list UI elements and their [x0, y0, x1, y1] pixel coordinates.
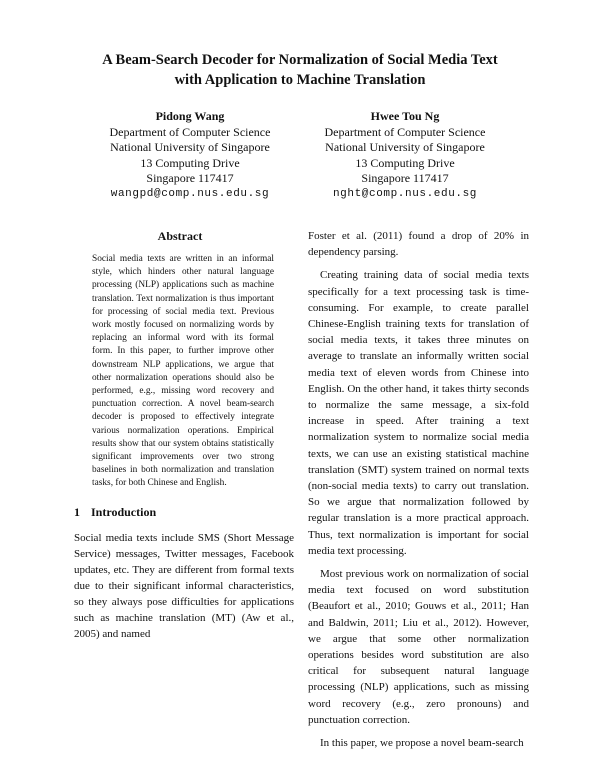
author-university: National University of Singapore	[110, 140, 270, 154]
paragraph: Creating training data of social media texts specifically for a text processing task is time-consuming. For example, to create parallel Chinese-English training texts for translation of social media texts, it takes three minutes on average to translate an informally written social media text of eleven words from Chinese into English. On the other hand, it takes thirty seconds to normalize the same message, a six-fold increase in speed. After training a text normalization system to normalize social media texts, we can use an existing statistical machine translation (SMT) system trained on normal texts (non-social media texts) to carry out translation. So we argue that normalization followed by regular translation is a more practical approach. Thus, text normalization is important for social media text processing.	[308, 269, 529, 557]
abstract-heading: Abstract	[157, 229, 203, 243]
section-number: 1	[74, 505, 80, 519]
author-city: Singapore 117417	[146, 171, 234, 185]
section-title: Introduction	[91, 505, 157, 519]
author-department: Department of Computer Science	[324, 124, 486, 139]
paragraph: Most previous work on normalization of social media text focused on word substitution (Beaufort et al., 2010; Gouws et al., 2011; Han and Baldwin, 2011; Liu et al., 2012). However, we argue that some other normalization operations besides word substitution are also critical for subsequent natural language processing (NLP) applications, such as missing word recovery (e.g., zero pronouns) and punctuation correction.	[308, 568, 529, 726]
paper-title-line-1: A Beam-Search Decoder for Normalization of Social Media Text	[102, 52, 498, 68]
author-street: 13 Computing Drive	[140, 155, 240, 170]
right-column	[308, 228, 529, 758]
author-email: wangpd@comp.nus.edu.sg	[110, 187, 270, 200]
paragraph: In this paper, we propose a novel beam-search	[320, 737, 524, 750]
author-name: Pidong Wang	[155, 109, 225, 123]
paragraph: Foster et al. (2011) found a drop of 20% in dependency parsing.	[308, 230, 529, 259]
author-city: Singapore 117417	[361, 171, 449, 185]
author-block-1	[90, 109, 290, 202]
introduction-text: Social media texts include SMS (Short Message Service) messages, Twitter messages, Facebook updates, etc. They are different from formal texts due to their significant informal characteristics, so they always pose difficulties for applications such as machine translation (MT) (Aw et al., 2005) and named	[74, 532, 294, 640]
author-block-2	[300, 109, 510, 202]
author-university: National University of Singapore	[325, 140, 485, 154]
paper-title	[0, 50, 600, 90]
author-street: 13 Computing Drive	[355, 155, 455, 170]
author-department: Department of Computer Science	[109, 124, 271, 139]
abstract-text: Social media texts are written in an informal style, which hinders other natural language processing (NLP) applications such as machine translation. Text normalization is thus important for processing of social media text. Previous work mostly focused on normalizing words by replacing an informal word with its formal form. In this paper, to further improve other downstream NLP applications, we argue that other normalization operations should also be performed, e.g., missing word recovery and punctuation correction. A novel beam-search decoder is proposed to effectively integrate various normalization operations. Empirical results show that our system obtains statistically significant improvements over two strong baselines in both normalization and translation tasks, for both Chinese and English.	[92, 254, 274, 489]
author-name: Hwee Tou Ng	[370, 109, 440, 123]
section-heading-introduction	[74, 505, 294, 520]
paper-title-line-2: with Application to Machine Translation	[174, 72, 426, 88]
author-email: nght@comp.nus.edu.sg	[332, 187, 478, 200]
